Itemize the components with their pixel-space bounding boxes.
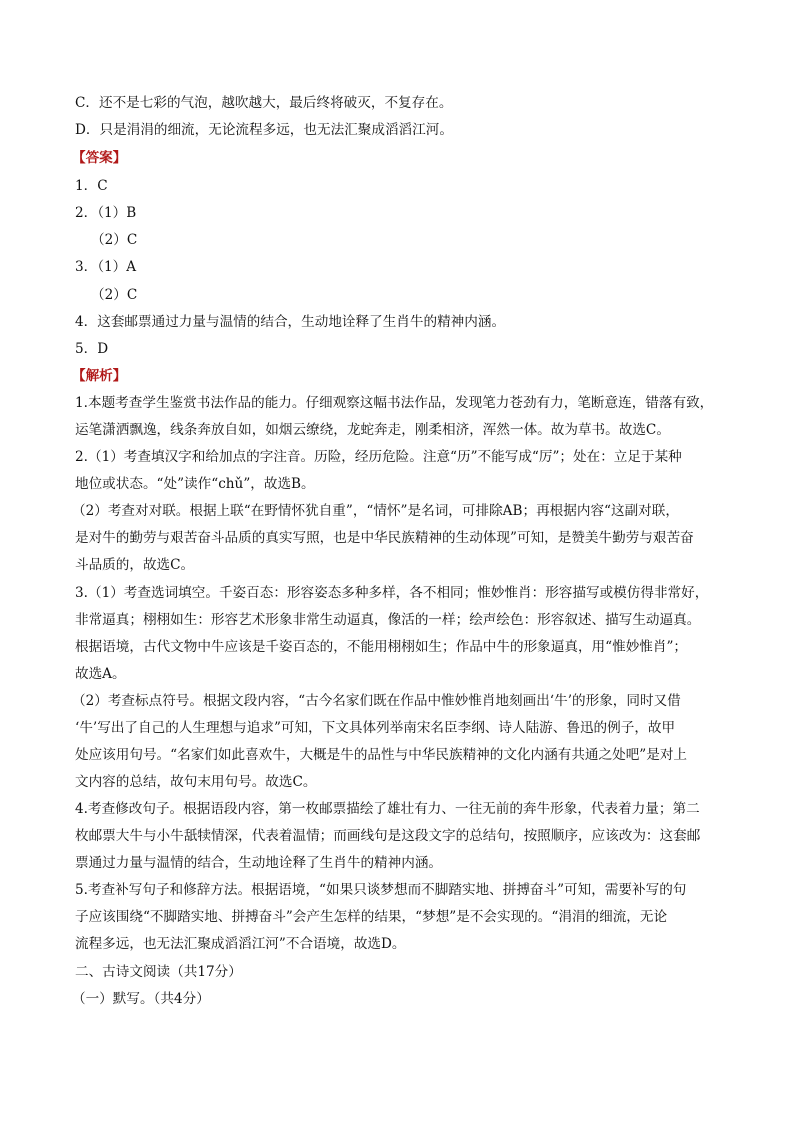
analysis-line: 4.考查修改句子。根据语段内容，第一枚邮票描绘了雄壮有力、一往无前的奔牛形象，代表着力量；第二 bbox=[75, 801, 700, 817]
subsection-title: （一）默写。（共4分） bbox=[72, 991, 210, 1007]
analysis-line: 斗品质的，故选C。 bbox=[75, 557, 195, 573]
analysis-line: （2）考查对对联。根据上联“在野情怀犹自重”，“情怀”是名词，可排除AB；再根据内容“这副对联， bbox=[72, 503, 679, 519]
option-c: C．还不是七彩的气泡，越吹越大，最后终将破灭，不复存在。 bbox=[75, 95, 453, 111]
answer-heading: 【答案】 bbox=[72, 150, 127, 166]
analysis-line: 5.考查补写句子和修辞方法。根据语境，“如果只谈梦想而不脚踏实地、拼搏奋斗”可知，需要补写的句 bbox=[75, 882, 687, 898]
answer-item: 2．（1）B bbox=[75, 205, 137, 221]
section-title: 二、古诗文阅读（共17分） bbox=[75, 964, 242, 980]
analysis-heading: 【解析】 bbox=[72, 368, 127, 384]
analysis-line: 故选A。 bbox=[75, 666, 126, 682]
option-d: D．只是涓涓的细流，无论流程多远，也无法汇聚成滔滔江河。 bbox=[75, 122, 453, 138]
answer-item: （2）C bbox=[91, 287, 138, 303]
analysis-line: 子应该围绕“不脚踏实地、拼搏奋斗”会产生怎样的结果，“梦想”是不会实现的。“涓涓的细流，无论 bbox=[75, 909, 668, 925]
analysis-line: 地位或状态。“处”读作“chǔ”，故选B。 bbox=[75, 476, 315, 492]
analysis-line: 文内容的总结，故句末用句号。故选C。 bbox=[75, 774, 317, 790]
analysis-line: 3.（1）考查选词填空。千姿百态：形容姿态多种多样，各不相同；惟妙惟肖：形容描写或模仿得非常好， bbox=[75, 585, 709, 601]
analysis-line: 票通过力量与温情的结合，生动地诠释了生肖牛的精神内涵。 bbox=[75, 855, 443, 871]
answer-item: 4．这套邮票通过力量与温情的结合，生动地诠释了生肖牛的精神内涵。 bbox=[75, 314, 506, 330]
answer-item: 5．D bbox=[75, 341, 109, 357]
analysis-line: （2）考查标点符号。根据文段内容，“古今名家们既在作品中惟妙惟肖地刻画出‘牛’的形象，同时又借 bbox=[72, 693, 681, 709]
answer-item: 1．C bbox=[75, 178, 108, 194]
analysis-line: 1.本题考查学生鉴赏书法作品的能力。仔细观察这幅书法作品，发现笔力苍劲有力，笔断意连，错落有致， bbox=[75, 395, 714, 411]
answer-item: 3．（1）A bbox=[75, 259, 137, 275]
analysis-line: 是对牛的勤劳与艰苦奋斗品质的真实写照，也是中华民族精神的生动体现”可知，是赞美牛勤劳与艰苦奋 bbox=[75, 530, 694, 546]
analysis-line: 非常逼真；栩栩如生：形容艺术形象非常生动逼真，像活的一样；绘声绘色：形容叙述、描写生动逼真。 bbox=[75, 612, 701, 628]
analysis-line: 运笔潇洒飘逸，线条奔放自如，如烟云缭绕，龙蛇奔走，刚柔相济，浑然一体。故为草书。故选C。 bbox=[75, 422, 670, 438]
analysis-line: 2.（1）考查填汉字和给加点的字注音。历险，经历危险。注意“历”不能写成“厉”；处在：立足于某种 bbox=[75, 449, 682, 465]
answer-item: （2）C bbox=[91, 232, 138, 248]
analysis-line: 处应该用句号。“名家们如此喜欢牛，大概是牛的品性与中华民族精神的文化内涵有共通之处吧”是对上 bbox=[75, 747, 688, 763]
analysis-line: 根据语境，古代文物中牛应该是千姿百态的，不能用栩栩如生；作品中牛的形象逼真，用“惟妙惟肖”； bbox=[75, 639, 688, 655]
analysis-line: 流程多远，也无法汇聚成滔滔江河”不合语境，故选D。 bbox=[75, 936, 406, 952]
analysis-line: 枚邮票大牛与小牛舐犊情深，代表着温情；而画线句是这段文字的总结句，按照顺序，应该改为：这套邮 bbox=[75, 828, 701, 844]
analysis-line: ‘牛’写出了自己的人生理想与追求”可知，下文具体列举南宋名臣李纲、诗人陆游、鲁迅的例子，故甲 bbox=[75, 720, 676, 736]
